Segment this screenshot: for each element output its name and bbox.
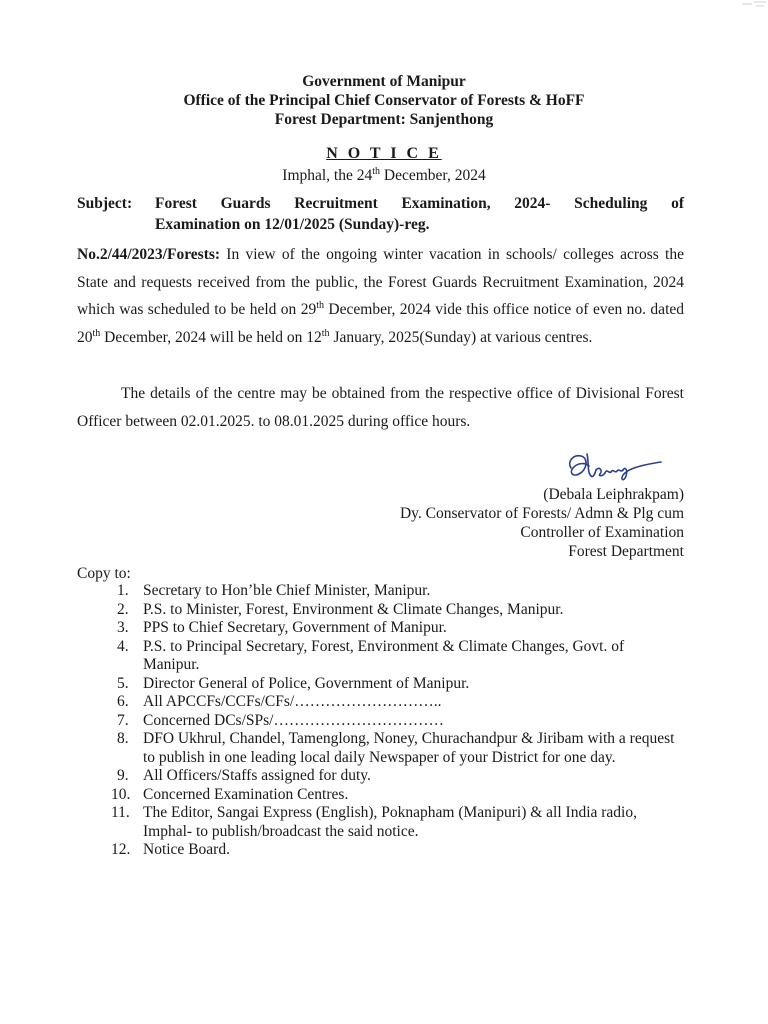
list-item: 10. Concerned Examination Centres. xyxy=(111,785,349,803)
notice-title: N O T I C E xyxy=(326,145,442,162)
list-item: 8. DFO Ukhrul, Chandel, Tamenglong, Noney, Churachandpur & Jiribam with a request to publish in one leading local daily Newspaper of your District for one day. xyxy=(117,730,675,766)
copy-to-list xyxy=(77,582,684,860)
list-item: 4. P.S. to Principal Secretary, Forest, Environment & Climate Changes, Govt. of Manipur. xyxy=(117,637,625,673)
letterhead-government: Government of Manipur xyxy=(302,73,466,90)
signatory-designation-3: Forest Department xyxy=(568,543,684,560)
letterhead-office: Office of the Principal Chief Conservator of Forests & HoFF xyxy=(183,92,585,109)
copy-to-label: Copy to: xyxy=(77,565,131,582)
list-item: 5. Director General of Police, Government of Manipur. xyxy=(117,674,470,692)
signatory-block xyxy=(400,485,684,561)
list-item: 7. Concerned DCs/SPs/…………………………… xyxy=(117,711,444,729)
signatory-name: (Debala Leiphrakpam) xyxy=(543,486,684,503)
list-item: 9. All Officers/Staffs assigned for duty. xyxy=(117,767,371,784)
scan-mark-icon xyxy=(740,0,768,14)
subject-line-2: Examination on 12/01/2025 (Sunday)-reg. xyxy=(155,216,430,233)
list-item: 2. P.S. to Minister, Forest, Environment & Climate Changes, Manipur. xyxy=(117,600,564,618)
list-item: 1. Secretary to Hon’ble Chief Minister, Manipur. xyxy=(117,582,431,599)
list-item: 6. All APCCFs/CCFs/CFs/……………………….. xyxy=(117,693,442,710)
signatory-designation-1: Dy. Conservator of Forests/ Admn & Plg cum xyxy=(399,505,684,522)
letterhead-department: Forest Department: Sanjenthong xyxy=(274,111,494,128)
reference-number: No.2/44/2023/Forests: xyxy=(77,246,221,263)
subject-line-1: Forest Guards Recruitment Examination, 2024- Scheduling of xyxy=(155,195,684,212)
notice-date: Imphal, the 24th December, 2024 xyxy=(282,165,486,184)
list-item: 3. PPS to Chief Secretary, Government of Manipur. xyxy=(117,619,447,636)
body-paragraph-1: No.2/44/2023/Forests: In view of the ongoing winter vacation in schools/ colleges across the State and requests received from the public, the Forest Guards Recruitment Examination, 2024 which was scheduled to be held on 29th December, 2024 vide this office notice of even no. dated 20th December, 2024 will be held on 12th January, 2025(Sunday) at various centres. xyxy=(77,246,685,346)
subject-label: Subject: xyxy=(77,195,133,212)
handwritten-signature xyxy=(565,448,665,488)
body-paragraph-2: The details of the centre may be obtained from the respective office of Divisional Forest Officer between 02.01.2025. to 08.01.2025 during office hours. xyxy=(77,385,684,430)
letterhead xyxy=(0,72,768,129)
list-item: 11. The Editor, Sangai Express (English), Poknapham (Manipuri) & all India radio, Imphal- to publish/broadcast the said notice. xyxy=(111,804,637,840)
signatory-designation-2: Controller of Examination xyxy=(520,524,684,541)
list-item: 12. Notice Board. xyxy=(111,841,230,858)
subject-block xyxy=(77,193,684,235)
